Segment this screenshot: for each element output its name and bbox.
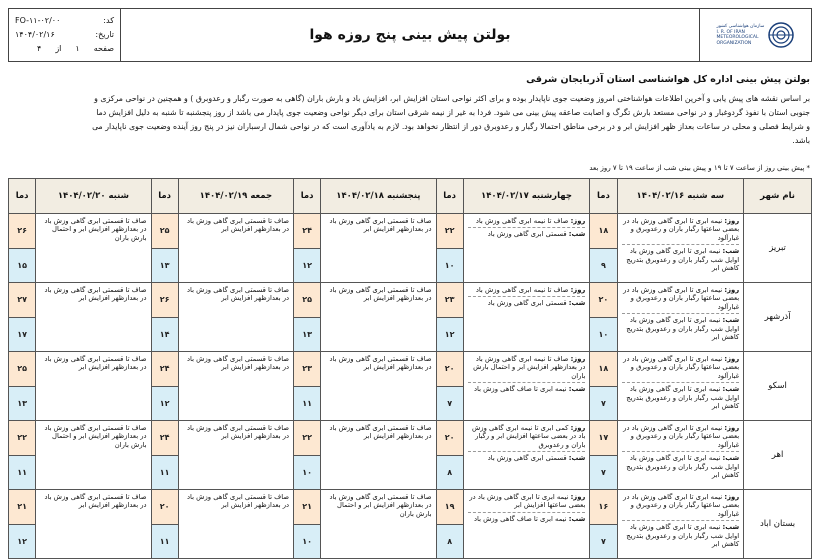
forecast-description <box>463 214 590 283</box>
day-header: چهارشنبه ۱۴۰۴/۰۲/۱۷ <box>463 179 590 214</box>
max-temperature: ۲۰ <box>590 283 617 318</box>
code-value: FO-۱۱-۰۲/۰۰ <box>15 16 61 25</box>
day-forecast-text: نیمه ابری تا ابری گاهی وزش باد در بعضی ساعتها رگبار باران و رعدوبرق و غبارآلود <box>623 217 740 242</box>
meteorology-globe-icon <box>768 22 794 48</box>
night-forecast <box>622 313 740 341</box>
min-temperature: ۱۴ <box>151 317 178 352</box>
date-label: تاریخ: <box>95 30 114 39</box>
forecast-text: صاف تا قسمتی ابری گاهی وزش باد در بعدازظهر افزایش ابر <box>329 286 432 303</box>
max-temperature: ۲۵ <box>294 283 321 318</box>
forecast-description <box>178 421 293 490</box>
day-label: روز: <box>724 493 740 501</box>
forecast-text: صاف تا قسمتی ابری گاهی وزش باد در بعدازظهر افزایش ابر <box>187 355 290 372</box>
temp-header: دما <box>436 179 463 214</box>
max-temperature: ۲۰ <box>436 352 463 387</box>
logo-line-1: I. R. OF IRAN <box>716 29 745 35</box>
forecast-description <box>36 283 151 352</box>
min-temperature: ۱۷ <box>9 317 36 352</box>
forecast-description <box>36 352 151 421</box>
forecast-description <box>463 490 590 559</box>
night-forecast-text: قسمتی ابری گاهی وزش باد <box>487 299 567 308</box>
min-temperature: ۸ <box>436 455 463 490</box>
min-temperature: ۷ <box>590 455 617 490</box>
max-temperature: ۱۶ <box>590 490 617 525</box>
max-temperature: ۲۵ <box>151 214 178 249</box>
temp-header: دما <box>294 179 321 214</box>
day-forecast-text: صاف تا نیمه ابری گاهی وزش باد <box>475 286 569 294</box>
max-temperature: ۱۸ <box>590 352 617 387</box>
day-label: روز: <box>570 286 586 294</box>
day-label: روز: <box>570 355 586 363</box>
forecast-description <box>36 421 151 490</box>
night-label: شب: <box>568 230 586 239</box>
day-header: سه شنبه ۱۴۰۴/۰۲/۱۶ <box>617 179 744 214</box>
temp-header: دما <box>151 179 178 214</box>
min-temperature: ۸ <box>436 524 463 559</box>
day-forecast-text: کمی ابری تا نیمه ابری گاهی وزش باد در بعضی ساعتها افزایش ابر و رگبار باران و رعدوبرق <box>472 424 586 449</box>
night-forecast <box>622 451 740 479</box>
bulletin-header <box>8 8 812 62</box>
max-temperature: ۱۷ <box>590 421 617 456</box>
day-forecast <box>622 424 740 449</box>
forecast-description <box>36 490 151 559</box>
intro-line: بر اساس نقشه های پیش یابی و آخرین اطلاعات هواشناختی امروز وضعیت جوی ناپایدار بوده و برای اکثر نواحی استان افزایش ابر، افزایش باد و بارش باران (گاهی به صورت رگبار و رعدوبرق ) و همچنین در نواحی مرکزی و <box>94 94 810 103</box>
day-forecast-text: نیمه ابری تا ابری گاهی وزش باد در بعضی ساعتها افزایش ابر <box>469 493 586 510</box>
min-temperature: ۱۱ <box>151 524 178 559</box>
logo-line-fa: سازمان هواشناسی کشور <box>716 24 765 29</box>
min-temperature: ۷ <box>590 386 617 421</box>
city-name: اهر <box>744 421 812 490</box>
min-temperature: ۱۳ <box>9 386 36 421</box>
night-label: شب: <box>722 316 740 325</box>
night-label: شب: <box>568 454 586 463</box>
page-total: ۴ <box>37 44 42 53</box>
night-forecast-text: قسمتی ابری گاهی وزش باد <box>487 230 567 239</box>
forecast-text: صاف تا قسمتی ابری گاهی وزش باد در بعدازظهر افزایش ابر <box>329 217 432 234</box>
code-label: کد: <box>103 16 114 25</box>
intro-title: بولتن پیش بینی اداره کل هواشناسی استان آذربایجان شرقی <box>526 74 810 85</box>
day-forecast <box>622 286 740 311</box>
night-forecast-text: نیمه ابری تا ابری گاهی وزش باد اوایل شب رگبار باران و رعدوبرق بتدریج کاهش ابر <box>626 316 740 342</box>
min-temperature: ۱۰ <box>590 317 617 352</box>
day-header: جمعه ۱۴۰۴/۰۲/۱۹ <box>178 179 293 214</box>
temp-header: دما <box>590 179 617 214</box>
min-temperature: ۷ <box>590 524 617 559</box>
forecast-description <box>178 283 293 352</box>
day-forecast-text: نیمه ابری تا ابری گاهی وزش باد در بعضی ساعتها رگبار باران و رعدوبرق و غبارآلود <box>623 424 740 449</box>
night-label: شب: <box>568 299 586 308</box>
day-forecast <box>622 217 740 242</box>
night-label: شب: <box>568 514 586 523</box>
night-forecast <box>468 451 586 462</box>
forecast-text: صاف تا قسمتی ابری گاهی وزش باد در بعدازظهر افزایش ابر <box>187 493 290 510</box>
min-temperature: ۱۵ <box>9 248 36 283</box>
day-label: روز: <box>724 217 740 225</box>
day-header: پنجشنبه ۱۴۰۴/۰۲/۱۸ <box>321 179 436 214</box>
day-forecast-text: نیمه ابری تا ابری گاهی وزش باد در بعضی ساعتها رگبار باران و رعدوبرق و غبارآلود <box>623 493 740 518</box>
max-temperature: ۲۰ <box>436 421 463 456</box>
forecast-text: صاف تا قسمتی ابری گاهی وزش باد در بعدازظهر افزایش ابر <box>44 493 147 510</box>
forecast-description <box>321 490 436 559</box>
forecast-text: صاف تا قسمتی ابری گاهی وزش باد در بعدازظهر افزایش ابر <box>44 355 147 372</box>
min-temperature: ۱۱ <box>9 455 36 490</box>
night-forecast-text: نیمه ابری تا ابری گاهی وزش باد اوایل شب رگبار باران و رعدوبرق بتدریج کاهش ابر <box>626 247 740 273</box>
forecast-description <box>617 421 744 490</box>
day-label: روز: <box>724 424 740 432</box>
temp-header: دما <box>9 179 36 214</box>
max-temperature: ۲۵ <box>9 352 36 387</box>
day-forecast <box>468 355 586 380</box>
min-temperature: ۱۳ <box>151 248 178 283</box>
night-label: شب: <box>722 454 740 463</box>
forecast-description <box>178 214 293 283</box>
max-temperature: ۲۴ <box>294 214 321 249</box>
table-header-row <box>9 179 812 214</box>
max-temperature: ۲۳ <box>436 283 463 318</box>
min-temperature: ۹ <box>590 248 617 283</box>
logo-line-2: METEOROLOGICAL <box>716 35 759 40</box>
intro-text <box>12 92 810 148</box>
max-temperature: ۲۶ <box>9 214 36 249</box>
forecast-text: صاف تا قسمتی ابری گاهی وزش باد در بعدازظهر افزایش ابر و احتمال بارش باران <box>329 493 432 518</box>
day-forecast-text: صاف تا نیمه ابری گاهی وزش باد <box>475 217 569 225</box>
forecast-description <box>321 214 436 283</box>
night-label: شب: <box>722 247 740 256</box>
forecast-description <box>617 214 744 283</box>
max-temperature: ۱۸ <box>590 214 617 249</box>
logo-line-3: ORGANIZATION <box>716 40 752 46</box>
max-temperature: ۲۲ <box>436 214 463 249</box>
max-temperature: ۲۱ <box>294 490 321 525</box>
city-name: آذرشهر <box>744 283 812 352</box>
forecast-time-note: * پیش بینی روز از ساعت ۷ تا ۱۹ و پیش بینی شب از ساعت ۱۹ تا ۷ روز بعد <box>589 164 810 172</box>
forecast-description <box>178 490 293 559</box>
night-forecast <box>622 520 740 548</box>
day-forecast <box>468 424 586 449</box>
day-forecast <box>622 355 740 380</box>
min-temperature: ۱۲ <box>294 248 321 283</box>
night-forecast-text: نیمه ابری تا ابری گاهی وزش باد اوایل شب رگبار باران و رعدوبرق بتدریج کاهش ابر <box>626 454 740 480</box>
min-temperature: ۱۳ <box>294 317 321 352</box>
page-of: از <box>55 44 62 53</box>
intro-line: باشد. <box>792 136 810 145</box>
forecast-text: صاف تا قسمتی ابری گاهی وزش باد در بعدازظهر افزایش ابر <box>329 424 432 441</box>
forecast-description <box>617 352 744 421</box>
night-forecast-text: قسمتی ابری گاهی وزش باد <box>487 454 567 463</box>
day-header: شنبه ۱۴۰۴/۰۲/۲۰ <box>36 179 151 214</box>
min-temperature: ۱۰ <box>436 248 463 283</box>
day-label: روز: <box>724 286 740 294</box>
forecast-description <box>36 214 151 283</box>
max-temperature: ۲۰ <box>151 490 178 525</box>
day-label: روز: <box>570 217 586 225</box>
forecast-text: صاف تا قسمتی ابری گاهی وزش باد در بعدازظهر افزایش ابر <box>187 424 290 441</box>
forecast-text: صاف تا قسمتی ابری گاهی وزش باد در بعدازظهر افزایش ابر <box>187 217 290 234</box>
night-forecast-text: نیمه ابری تا صاف گاهی وزش باد <box>473 514 567 523</box>
max-temperature: ۲۴ <box>151 352 178 387</box>
forecast-description <box>321 421 436 490</box>
forecast-description <box>617 283 744 352</box>
page-current: ۱ <box>75 44 80 53</box>
min-temperature: ۱۲ <box>151 386 178 421</box>
min-temperature: ۱۱ <box>151 455 178 490</box>
forecast-text: صاف تا قسمتی ابری گاهی وزش باد در بعدازظهر افزایش ابر و احتمال بارش باران <box>44 217 147 242</box>
page-label: صفحه <box>93 44 114 53</box>
forecast-description <box>321 352 436 421</box>
city-header: نام شهر <box>744 179 812 214</box>
table-row <box>9 490 812 525</box>
table-row <box>9 352 812 387</box>
max-temperature: ۲۲ <box>9 421 36 456</box>
min-temperature: ۱۰ <box>294 455 321 490</box>
forecast-text: صاف تا قسمتی ابری گاهی وزش باد در بعدازظهر افزایش ابر و احتمال بارش باران <box>44 424 147 449</box>
night-forecast <box>468 296 586 307</box>
day-label: روز: <box>570 493 586 501</box>
city-name: بستان اباد <box>744 490 812 559</box>
intro-line: و شرایط فصلی و محلی در ساعات بعداز ظهر افزایش ابر و در برخی مناطق احتمالا رگبار و رعدوبرق دور از انتظار نخواهد بود. لازم به یادآوری است که در نواحی شمال ارسباران نیز در پنج روز آینده وضعیت جوی ناپایدار می <box>92 122 810 131</box>
day-label: روز: <box>570 424 586 432</box>
forecast-text: صاف تا قسمتی ابری گاهی وزش باد در بعدازظهر افزایش ابر <box>44 286 147 303</box>
night-forecast <box>468 512 586 523</box>
day-label: روز: <box>724 355 740 363</box>
max-temperature: ۲۱ <box>9 490 36 525</box>
max-temperature: ۲۷ <box>9 283 36 318</box>
day-forecast-text: نیمه ابری تا ابری گاهی وزش باد در بعضی ساعتها رگبار باران و رعدوبرق و غبارآلود <box>623 286 740 311</box>
max-temperature: ۲۳ <box>294 352 321 387</box>
table-row <box>9 421 812 456</box>
max-temperature: ۲۶ <box>151 283 178 318</box>
forecast-description <box>617 490 744 559</box>
night-forecast-text: نیمه ابری تا ابری گاهی وزش باد اوایل شب رگبار باران و رعدوبرق بتدریج کاهش ابر <box>626 385 740 411</box>
forecast-description <box>463 421 590 490</box>
forecast-description <box>463 352 590 421</box>
page-title: بولتن پیش بینی پنج روزه هوا <box>309 27 511 43</box>
night-forecast <box>622 244 740 272</box>
min-temperature: ۱۱ <box>294 386 321 421</box>
max-temperature: ۲۲ <box>294 421 321 456</box>
day-forecast <box>622 493 740 518</box>
max-temperature: ۱۹ <box>436 490 463 525</box>
night-forecast <box>468 382 586 393</box>
night-label: شب: <box>722 385 740 394</box>
city-name: اسکو <box>744 352 812 421</box>
day-forecast-text: نیمه ابری تا ابری گاهی وزش باد در بعضی ساعتها رگبار باران و رعدوبرق و غبارآلود <box>623 355 740 380</box>
table-row <box>9 214 812 249</box>
forecast-table <box>8 178 812 559</box>
min-temperature: ۷ <box>436 386 463 421</box>
min-temperature: ۱۰ <box>294 524 321 559</box>
night-label: شب: <box>568 385 586 394</box>
forecast-text: صاف تا قسمتی ابری گاهی وزش باد در بعدازظهر افزایش ابر <box>329 355 432 372</box>
night-forecast <box>622 382 740 410</box>
forecast-description <box>463 283 590 352</box>
table-row <box>9 283 812 318</box>
document-info <box>9 9 121 61</box>
date-value: ۱۴۰۴/۰۲/۱۶ <box>15 30 55 39</box>
day-forecast <box>468 286 586 294</box>
day-forecast <box>468 217 586 225</box>
forecast-description <box>321 283 436 352</box>
night-label: شب: <box>722 523 740 532</box>
organization-logo <box>717 22 795 48</box>
city-name: تبریز <box>744 214 812 283</box>
night-forecast-text: نیمه ابری تا صاف گاهی وزش باد <box>473 385 567 394</box>
forecast-text: صاف تا قسمتی ابری گاهی وزش باد در بعدازظهر افزایش ابر <box>187 286 290 303</box>
max-temperature: ۲۴ <box>151 421 178 456</box>
min-temperature: ۱۲ <box>436 317 463 352</box>
day-forecast <box>468 493 586 510</box>
night-forecast-text: نیمه ابری تا ابری گاهی وزش باد اوایل شب رگبار باران و رعدوبرق بتدریج کاهش ابر <box>626 523 740 549</box>
forecast-description <box>178 352 293 421</box>
night-forecast <box>468 227 586 238</box>
intro-line: جنوبی استان با نفوذ گردوغبار و در نواحی مستعد بارش تگرگ و اصابت صاعقه پیش بینی می شود. فردا به غیر از نیمه شرقی استان برای دیگر نواحی وضعیت جوی پایدار می باشد از روز پنجشنبه تا شنبه به دلیل افزایش دما <box>96 108 810 117</box>
min-temperature: ۱۲ <box>9 524 36 559</box>
day-forecast-text: صاف تا نیمه ابری گاهی وزش باد در بعدازظهر افزایش ابر و احتمال بارش باران <box>473 355 586 380</box>
